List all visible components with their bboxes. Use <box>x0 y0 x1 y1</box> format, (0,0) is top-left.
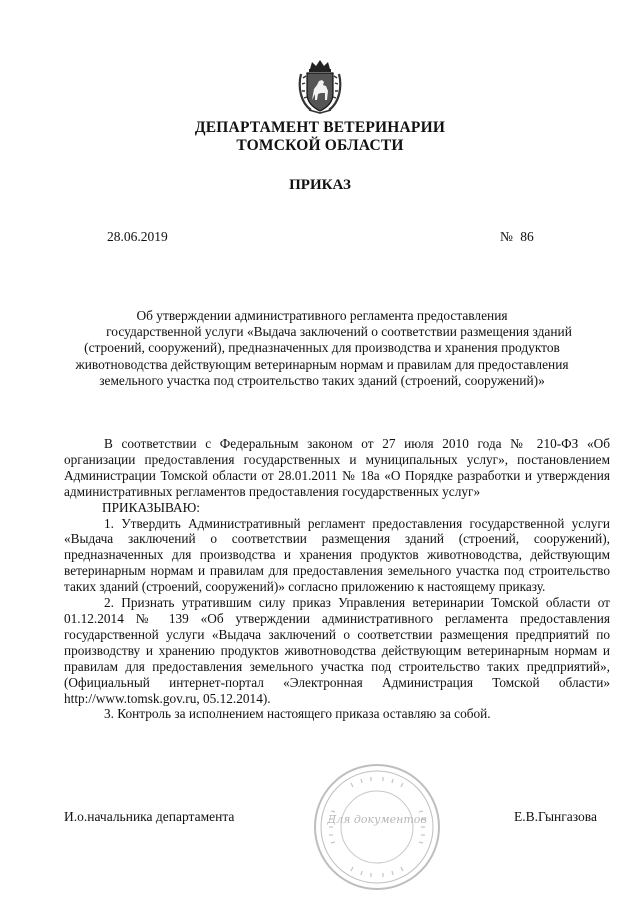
subject-line: Об утверждении административного регламента предоставления <box>136 308 508 323</box>
document-type: ПРИКАЗ <box>289 177 351 193</box>
organization-name-line2: ТОМСКОЙ ОБЛАСТИ <box>236 137 404 154</box>
document-date: 28.06.2019 <box>107 229 168 244</box>
order-heading: ПРИКАЗЫВАЮ: <box>102 499 200 515</box>
subject-line: животноводства действующим ветеринарным нормам и правилам для предоставления <box>75 356 569 372</box>
signatory-title: И.о.начальника департамента <box>64 809 235 824</box>
preamble-paragraph: В соответствии с Федеральным законом от 27 июля 2010 года № 210-ФЗ «Об организации предоставления государственных и муниципальных услуг», постановлением Администрации Томской области от 28.01.2011 № 18а «О Порядке разработки и утверждения административных регламентов предоставления государственных услуг» <box>64 436 610 499</box>
order-item-1: 1. Утвердить Административный регламент предоставления государственной услуги «Выдача заключений о соответствии размещения зданий (строений, сооружений), предназначенных для производства и хранения продуктов животноводства, действующим ветеринарным нормам и правилам для предоставления земельного участка под строительство таких зданий (строений, сооружений)» согласно приложению к настоящему приказу. <box>64 515 610 595</box>
organization-name-line1: ДЕПАРТАМЕНТ ВЕТЕРИНАРИИ <box>194 119 446 136</box>
tomsk-coat-of-arms-icon <box>297 58 343 114</box>
order-item-2: 2. Признать утратившим силу приказ Управления ветеринарии Томской области от 01.12.2014 № 139 «Об утверждении административного регламента предоставления государственной услуги «Выдача заключений о соответствии размещения предприятий по производству и хранению продуктов животноводства действующим ветеринарным нормам и правилам для предоставления земельного участка под строительство таких предприятий», (Официальный интернет-портал «Электронная Администрация Томской области» http://www.tomsk.gov.ru, 05.12.2014). <box>64 595 610 706</box>
subject-line: государственной услуги «Выдача заключений о соответствии размещения зданий <box>106 324 572 340</box>
document-number: № 86 <box>500 229 534 244</box>
subject-line: (строений, сооружений), предназначенных для производства и хранения продуктов <box>84 340 560 356</box>
subject-line: земельного участка под строительство таких зданий (строений, сооружений)» <box>99 372 545 388</box>
document-subject <box>54 308 590 389</box>
order-item-3: 3. Контроль за исполнением настоящего приказа оставляю за собой. <box>104 706 491 722</box>
document-body <box>64 436 610 722</box>
official-stamp-icon <box>311 761 443 893</box>
signatory-name: Е.В.Гынгазова <box>514 809 597 824</box>
stamp-text: Для документов <box>327 813 427 826</box>
